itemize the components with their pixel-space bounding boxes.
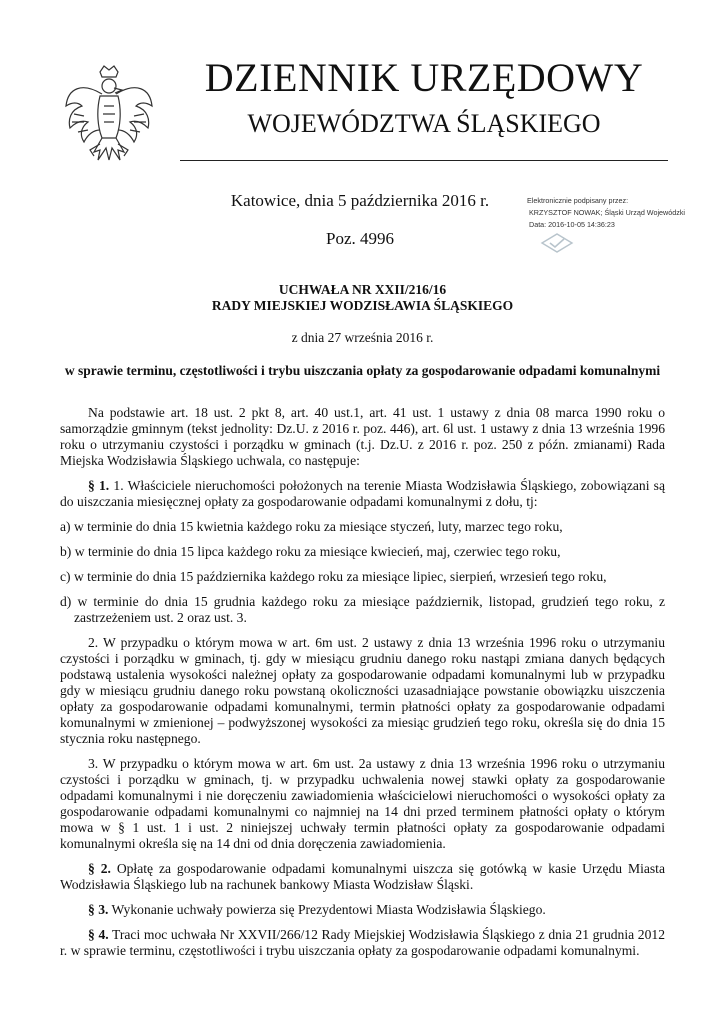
section-mark: § 4. bbox=[88, 927, 109, 942]
resolution-title bbox=[60, 282, 665, 314]
section-2 bbox=[60, 861, 665, 893]
preamble: Na podstawie art. 18 ust. 2 pkt 8, art. 40 ust.1, art. 41 ust. 1 ustawy z dnia 08 marca 1990 roku o samorządzie gminnym (tekst jednolity: Dz.U. z 2016 r. poz. 446), art. 6l ust. 1 ustawy z dnia 13 września 1996 roku o utrzymaniu czystości i porządku w gminach (t.j. Dz.U. z 2016 r. poz. 250 z późn. zmianami) Rada Miejska Wodzisławia Śląskiego uchwala, co następuje: bbox=[60, 405, 665, 468]
resolution-number: UCHWAŁA NR XXII/216/16 bbox=[278, 282, 447, 297]
section-4 bbox=[60, 927, 665, 959]
masthead-title: DZIENNIK URZĘDOWY bbox=[204, 55, 644, 100]
section-mark: § 3. bbox=[88, 902, 109, 917]
section-text: Traci moc uchwała Nr XXVII/266/12 Rady Miejskiej Wodzisławia Śląskiego z dnia 21 grudnia 2012 r. w sprawie terminu, częstotliwości i trybu uiszczania opłaty za gospodarowanie odpadami komunalnymi. bbox=[60, 927, 665, 958]
issue-position: Poz. 4996 bbox=[326, 229, 394, 248]
resolution-subject: w sprawie terminu, częstotliwości i trybu uiszczania opłaty za gospodarowanie odpadami komunalnymi bbox=[64, 363, 661, 378]
list-item: b) w terminie do dnia 15 lipca każdego roku za miesiące kwiecień, maj, czerwiec tego roku, bbox=[60, 544, 561, 559]
section-mark: § 2. bbox=[88, 861, 111, 876]
masthead-subtitle: WOJEWÓDZTWA ŚLĄSKIEGO bbox=[247, 109, 601, 138]
section-text: 1. Właściciele nieruchomości położonych na terenie Miasta Wodzisławia Śląskiego, zobowiązani są do uiszczania miesięcznej opłaty za gospodarowanie odpadami komunalnymi z dołu, tj: bbox=[60, 478, 666, 509]
list-item: d) w terminie do dnia 15 grudnia każdego roku za miesiące październik, listopad, grudzień tego roku, z zastrzeżeniem ust. 2 oraz ust. 3. bbox=[60, 594, 665, 625]
resolution-date: z dnia 27 września 2016 r. bbox=[291, 330, 434, 345]
document-body bbox=[60, 405, 665, 968]
masthead-divider bbox=[180, 160, 668, 161]
signature-check-icon bbox=[540, 232, 574, 254]
list-item: a) w terminie do dnia 15 kwietnia każdego roku za miesiące styczeń, luty, marzec tego roku, bbox=[60, 519, 563, 534]
signature-line: Elektronicznie podpisany przez: bbox=[527, 196, 629, 205]
section-3 bbox=[60, 902, 665, 918]
issue-place-date: Katowice, dnia 5 października 2016 r. bbox=[230, 191, 490, 210]
signature-signer: KRZYSZTOF NOWAK; Śląski Urząd Wojewódzki bbox=[529, 208, 686, 217]
eagle-emblem-icon bbox=[62, 62, 156, 172]
signature-date: Data: 2016-10-05 14:36:23 bbox=[529, 220, 615, 229]
section-1-paragraph-3: 3. W przypadku o którym mowa w art. 6m ust. 2a ustawy z dnia 13 września 1996 roku o utrzymaniu czystości i porządku w gminach, tj. w przypadku uchwalenia nowej stawki opłaty za gospodarowanie odpadami komunalnymi i nie doręczeniu zawiadomienia właścicielowi nieruchomości o wysokości opłaty za gospodarowanie odpadami komunalnymi co najmniej na 14 dni przed terminem płatności opłaty o którym mowa w § 1 ust. 1 i ust. 2 niniejszej uchwały termin płatności opłaty za gospodarowanie odpadami komunalnymi określa się na 14 dni od dnia doręczenia zawiadomienia. bbox=[60, 756, 665, 851]
section-text: Wykonanie uchwały powierza się Prezydentowi Miasta Wodzisławia Śląskiego. bbox=[108, 902, 546, 917]
resolution-council: RADY MIEJSKIEJ WODZISŁAWIA ŚLĄSKIEGO bbox=[211, 298, 514, 313]
list-item: c) w terminie do dnia 15 października każdego roku za miesiące lipiec, sierpień, wrzesień tego roku, bbox=[60, 569, 607, 584]
electronic-signature-block bbox=[527, 195, 722, 231]
section-mark: § 1. bbox=[88, 478, 110, 493]
section-text: Opłatę za gospodarowanie odpadami komunalnymi uiszcza się gotówką w kasie Urzędu Miasta Wodzisławia Śląskiego lub na rachunek bankowy Miasta Wodzisław Śląski. bbox=[60, 861, 665, 892]
section-1-paragraph-2: 2. W przypadku o którym mowa w art. 6m ust. 2 ustawy z dnia 13 września 1996 roku o utrzymaniu czystości i porządku w gminach, tj. gdy w miesiącu grudniu danego roku nastąpi zmiana danych będących podstawą ustalenia wysokości należnej opłaty za gospodarowanie odpadami komunalnymi lub w przypadku gdy w miesiącu grudniu danego roku powstaną okoliczności uzasadniające powstanie obowiązku uiszczenia opłaty za gospodarowanie odpadami komunalnymi, termin płatności opłaty za gospodarowanie odpadami komunalnymi w zmienionej – podwyższonej wysokości za miesiąc grudzień tego roku, określa się do dnia 15 stycznia roku następnego. bbox=[60, 635, 665, 746]
section-1-paragraph-1 bbox=[60, 478, 665, 510]
